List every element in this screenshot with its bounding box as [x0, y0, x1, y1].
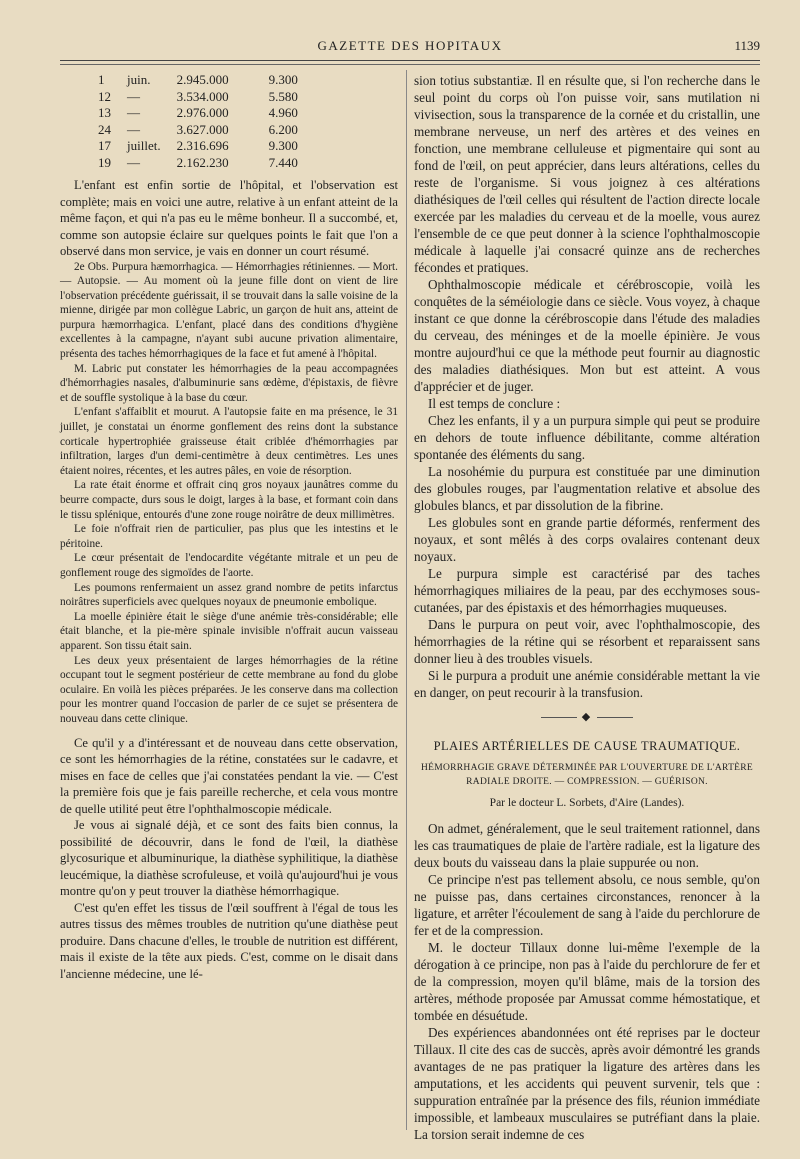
paragraph: On admet, généralement, que le seul traitement rationnel, dans les cas traumatiques de plaie de l'artère radiale, est la ligature des deux bouts du vaisseau dans la plaie suppurée ou non. [414, 821, 760, 870]
stats-red-cells: 2.945.000 [176, 72, 229, 87]
paragraph: Chez les enfants, il y a un purpura simple qui peut se produire en dehors de toute influence débilitante, comme altération spontanée des éléments du sang. [414, 413, 760, 462]
stats-month: — [127, 105, 140, 120]
paragraph: C'est qu'en effet les tissus de l'œil souffrent à l'égal de tous les autres tissus des mêmes troubles de nutrition qu'une diathèse peut produire. Dans chacune d'elles, le trouble de nutrition est différent, mais il existe de la tête aux pieds. C'est, comme on le disait dans l'ancienne médecine, une lé- [60, 900, 398, 981]
paragraph: Le purpura simple est caractérisé par des taches hémorrhagiques miliaires de la peau, par des ecchymoses sous-cutanées, par des épistaxis et des hémorrhagies muqueuses. [414, 566, 760, 615]
blood-count-table [98, 72, 298, 171]
stats-day: 24 [98, 121, 111, 137]
paragraph: La moelle épinière était le siège d'une anémie très-considérable; elle était blanche, et la pie-mère spinale invisible n'offrait aucun vaisseau apparent. Son tissu était sain. [60, 610, 398, 652]
section-author: Par le docteur L. Sorbets, d'Aire (Landes). [489, 797, 685, 809]
table-row [98, 155, 298, 172]
stats-month: juillet. [127, 138, 161, 153]
stats-month: juin. [127, 72, 151, 87]
page-header [60, 38, 760, 60]
stats-white-cells: 6.200 [268, 121, 298, 137]
paragraph: Il est temps de conclure : [428, 396, 561, 411]
paragraph: L'enfant s'affaiblit et mourut. A l'autopsie faite en ma présence, le 31 juillet, je constatai un énorme gonflement des reins dont la substance corticale hypertrophiée graisseuse était criblée d'hémorrhagies par infiltration, larges d'un demi-centimètre à deux centimètres. Les unes étaient noires, récentes, et les autres pâles, en voie de résorption. [60, 406, 398, 477]
left-column [60, 72, 398, 982]
stats-month: — [127, 88, 140, 104]
stats-month: — [127, 154, 140, 170]
section-divider: ◆ [414, 709, 760, 726]
paragraph: M. le docteur Tillaux donne lui-même l'exemple de la dérogation à ce principe, non pas à l'aide du perchlorure de fer et de la compression, moyen qu'il blâme, mais de la torsion des artères, méthode proposée par Amussat comme hémostatique, et tombée en désuétude. [414, 940, 760, 1023]
paragraph: Si le purpura a produit une anémie considérable mettant la vie en danger, on peut recourir à la transfusion. [414, 668, 760, 700]
stats-white-cells: 4.960 [268, 105, 298, 120]
table-row [98, 72, 298, 89]
paragraph: sion totius substantiæ. Il en résulte que, si l'on recherche dans le seul point du corps où l'on puisse voir, sans mutilation ni vivisection, sous la transparence de la cornée et du cristallin, une membrane nerveuse, un nerf des artères et des veines en fonction, une membrane celluleuse et pigmentaire qui sont au fond de l'œil, on peut apprécier, dans leurs altérations, celles du reste de l'organisme. Si vous joignez à ces altérations diathésiques de l'œil celles qui résultent de l'action directe locale exercée par les maladies du cerveau et de la moelle, vous aurez l'ensemble de ce que peut donner à la science l'ophthalmoscopie médicale à laquelle j'ai consacré quinze ans de recherches fécondes et pratiques. [414, 73, 760, 275]
table-row [98, 122, 298, 139]
paragraph: Des expériences abandonnées ont été reprises par le docteur Tillaux. Il cite des cas de succès, après avoir démontré les grands avantages de ne pas pratiquer la ligature des artères dans les amputations, et les accidents qui peuvent survenir, tels que : suppuration entraînée par la présence des fils, réunion immédiate impossible, et lambeaux musculaires se putréfiant dans la plaie. La torsion serait indemne de ces [414, 1025, 760, 1142]
table-row [98, 105, 298, 122]
paragraph: Le foie n'offrait rien de particulier, pas plus que les intestins et le péritoine. [60, 523, 398, 550]
paragraph: Les globules sont en grande partie déformés, renferment des noyaux, et sont mêlés à des corps ovalaires contenant deux noyaux. [414, 515, 760, 564]
stats-day: 1 [98, 72, 105, 87]
stats-white-cells: 9.300 [268, 72, 298, 87]
paragraph: Ce principe n'est pas tellement absolu, ce nous semble, qu'on ne puisse pas, dans certaines circonstances, renoncer à la ligature, et arrêter l'écoulement de sang à l'aide du perchlorure de fer et de la compression. [414, 872, 760, 938]
stats-red-cells: 2.162.230 [176, 154, 229, 170]
paragraph: Les poumons renfermaient un assez grand nombre de petits infarctus noirâtres superficiels avec quelques noyaux de pneumonie embolique. [60, 581, 398, 609]
stats-day: 13 [98, 105, 111, 120]
stats-white-cells: 5.580 [268, 88, 298, 104]
paragraph: La nosohémie du purpura est constituée par une diminution des globules rouges, par l'augmentation relative et absolue des globules blancs, et par dissolution de la fibrine. [414, 464, 760, 513]
stats-red-cells: 3.627.000 [176, 121, 229, 137]
page-number: 1139 [734, 38, 760, 53]
paragraph: Je vous ai signalé déjà, et ce sont des faits bien connus, la possibilité de découvrir, dans le fond de l'œil, la diathèse glycosurique et albuminurique, la diathèse syphilitique, la diathèse leucémique, la diathèse scrofuleuse, et voilà qu'aujourd'hui je vous montre qu'on y peut trouver la diathèse hémorrhagique. [60, 818, 398, 898]
header-rule-thin [60, 64, 760, 65]
section-subtitle: HÉMORRHAGIE GRAVE DÉTERMINÉE PAR L'OUVERTURE DE L'ARTÈRE RADIALE DROITE. — COMPRESSION. — GUÉRISON. [420, 763, 754, 787]
table-row [98, 138, 298, 155]
journal-title: GAZETTE DES HOPITAUX [317, 38, 503, 53]
stats-red-cells: 2.316.696 [176, 138, 229, 153]
stats-day: 17 [98, 138, 111, 153]
table-row [98, 89, 298, 106]
column-separator [406, 70, 407, 1130]
stats-month: — [127, 121, 140, 137]
stats-white-cells: 7.440 [268, 154, 298, 170]
stats-white-cells: 9.300 [268, 138, 298, 153]
stats-day: 19 [98, 154, 111, 170]
header-rule [60, 60, 760, 61]
paragraph: Dans le purpura on peut voir, avec l'ophthalmoscopie, des hémorrhagies de la rétine qui se résorbent et reparaissent sans donner lieu à des troubles visuels. [414, 617, 760, 666]
paragraph: Les deux yeux présentaient de larges hémorrhagies de la rétine occupant tout le segment postérieur de cette membrane au fond du globe oculaire. En voilà les pièces préparées. Je les conserve dans ma collection pour les montrer quand l'occasion de parler de ce sujet se présentera de nouveau dans cette clinique. [60, 654, 398, 725]
right-column [414, 72, 760, 1143]
paragraph: L'enfant est enfin sortie de l'hôpital, et l'observation est complète; mais en voici une autre, relative à un enfant atteint de la même façon, et qui n'a pas eu le même bonheur. Il a succombé, et, comme son autopsie éclaire sur quelques points le fait que l'on a observé dans mon service, je vais en donner un court résumé. [60, 178, 398, 258]
stats-red-cells: 3.534.000 [176, 88, 229, 104]
paragraph: Ce qu'il y a d'intéressant et de nouveau dans cette observation, ce sont les hémorrhagies de la rétine, constatées sur le cadavre, et mises en face de celles que j'ai constatées pendant la vie. — C'est la première fois que je fais pareille recherche, et cela vous montre de quelle utilité peut être l'ophthalmoscopie médicale. [60, 735, 398, 816]
paragraph: M. Labric put constater les hémorrhagies de la peau accompagnées d'hémorrhagies nasales, d'albuminurie sans œdème, d'épistaxis, de fièvre et de souffle systolique à la base du cœur. [60, 362, 398, 404]
stats-day: 12 [98, 88, 111, 104]
paragraph: 2e Obs. Purpura hæmorrhagica. — Hémorrhagies rétiniennes. — Mort. — Autopsie. — Au moment où la jeune fille dont on vient de lire l'observation précédente guérissait, il se trouvait dans la salle voisine de la mienne, dirigée par mon collègue Labric, un garçon de huit ans, atteint de purpura hæmorrhagica. L'enfant, placé dans des conditions d'hygiène excellentes à la campagne, n'ayant subi aucune privation alimentaire, présenta des taches hémorrhagiques de la face et fut amené à l'hôpital. [60, 260, 398, 361]
paragraph: Le cœur présentait de l'endocardite végétante mitrale et un peu de gonflement rouge des sigmoïdes de l'aorte. [60, 552, 398, 579]
section-title: PLAIES ARTÉRIELLES DE CAUSE TRAUMATIQUE. [433, 739, 741, 753]
paragraph: Ophthalmoscopie médicale et cérébroscopie, voilà les conquêtes de la séméiologie dans ce siècle. Vous voyez, à chaque instant ce que donne la cérébroscopie dans l'étude des maladies du cerveau, des méninges et de la moelle épinière. Je vous montre aujourd'hui ce que la méthode peut fournir au diagnostic des maladies diathésiques. Mon but est atteint. A vous d'apprécier et de juger. [414, 277, 760, 394]
stats-red-cells: 2.976.000 [176, 105, 229, 120]
paragraph: La rate était énorme et offrait cinq gros noyaux jaunâtres comme du beurre compacte, durs sous le doigt, larges à la base, et formant coin dans le tissu splénique, entourés d'une zone rouge noirâtre de deux millimètres. [60, 479, 398, 521]
